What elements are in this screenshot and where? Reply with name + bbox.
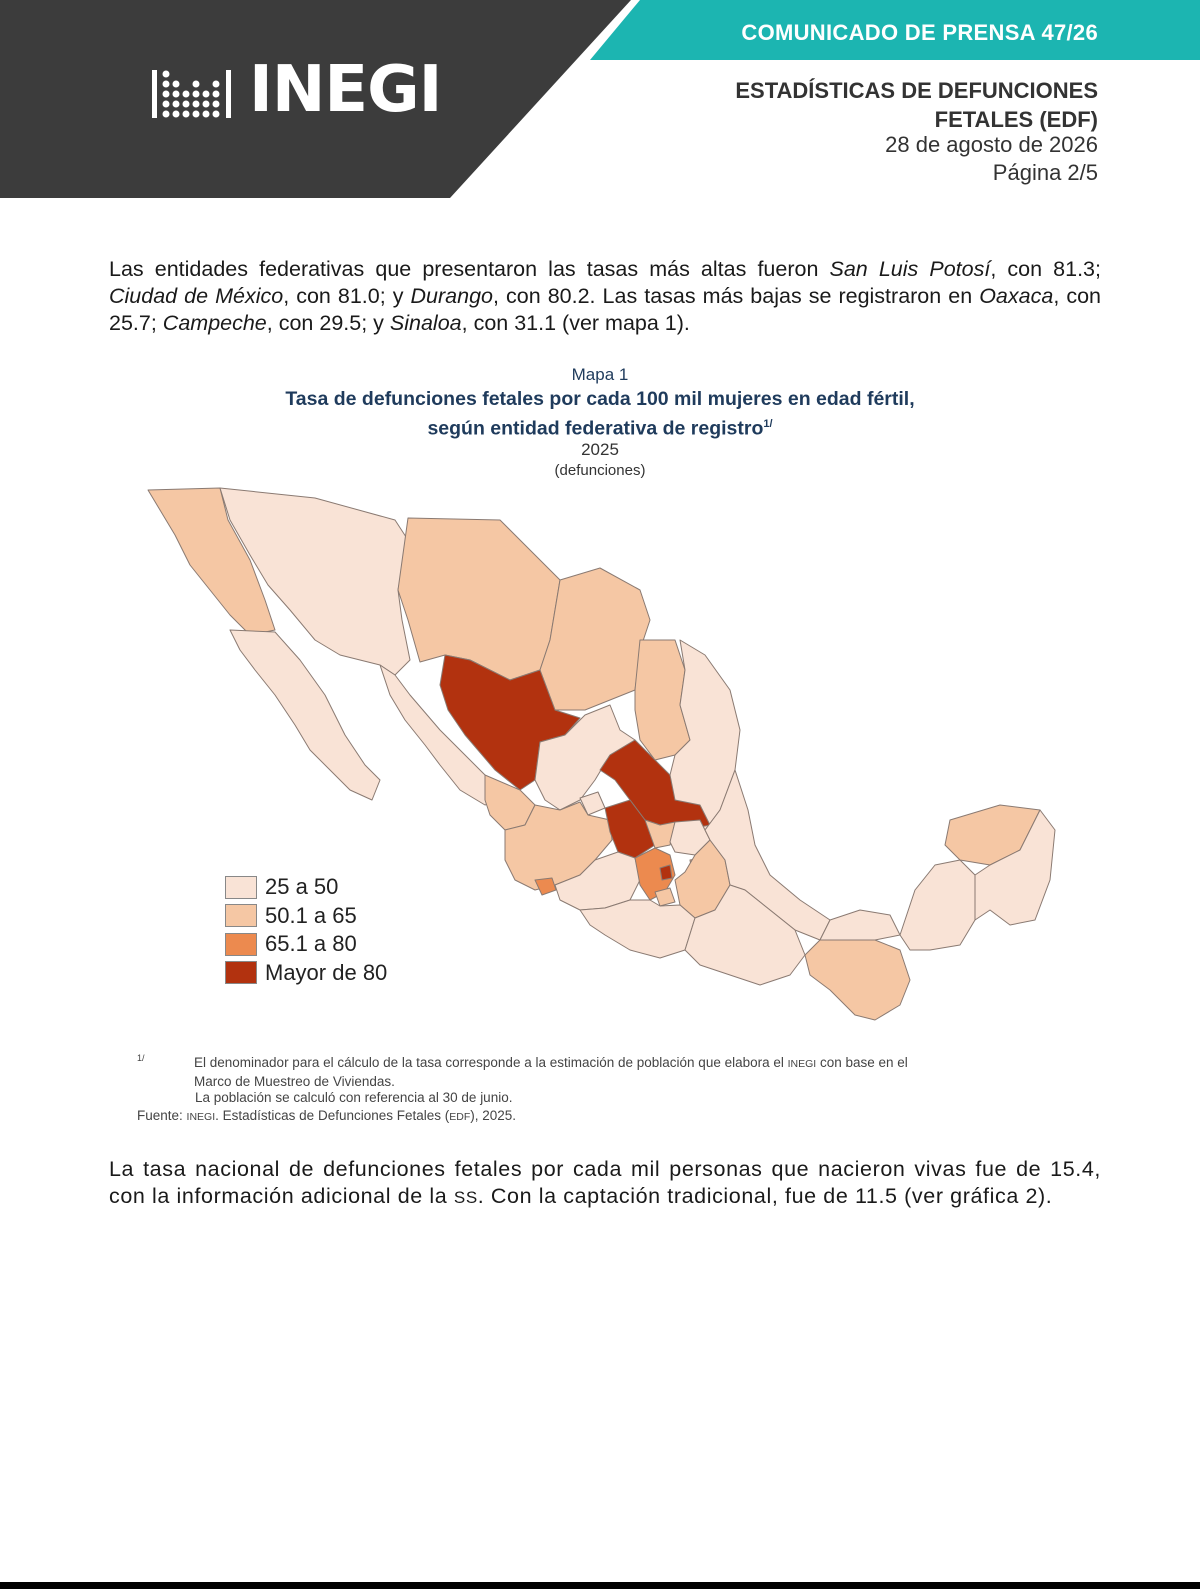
text-span: . Estadísticas de Defunciones Fetales ( <box>215 1108 450 1123</box>
page-number: Página 2/5 <box>992 160 1098 185</box>
map-region-morelos <box>655 888 675 906</box>
national-rate-paragraph <box>109 1156 1101 1211</box>
text-span: , con 81.0; y <box>283 284 411 308</box>
footnote-ref: 1/ <box>763 418 773 430</box>
legend-swatch <box>225 933 257 956</box>
text-span: , con 31.1 (ver mapa 1). <box>461 311 690 335</box>
map-title-line1: Tasa de defunciones fetales por cada 100 mil mujeres en edad fértil, <box>285 388 915 410</box>
acronym: SS <box>453 1188 478 1207</box>
inegi-logo-wordmark: INEGI <box>249 53 442 127</box>
footnote-marker: 1/ <box>137 1053 145 1063</box>
legend-label: 25 a 50 <box>265 874 339 900</box>
text-span: ), 2025. <box>470 1108 517 1123</box>
footnote-reference-date: La población se calculó con referencia al 30 de junio. <box>195 1090 513 1105</box>
text-span: , con 29.5; y <box>266 311 390 335</box>
legend-label: 65.1 a 80 <box>265 931 357 957</box>
map-unit: (defunciones) <box>554 462 646 479</box>
text-span: , con 80.2. Las tasas más bajas se registraron en <box>493 284 980 308</box>
press-release-label: COMUNICADO DE PRENSA 47/26 <box>741 20 1098 45</box>
map-title-line2 <box>0 412 1200 442</box>
legend-item <box>225 959 387 988</box>
text-span: , con 81.3; <box>990 257 1101 281</box>
map-region-ciudad-de-mexico <box>660 865 672 880</box>
document-title <box>598 76 1098 134</box>
legend-label: 50.1 a 65 <box>265 902 357 928</box>
legend-item <box>225 873 387 902</box>
inegi-logo-icon <box>152 70 234 120</box>
text-span: Marco de Muestreo de Viviendas. <box>194 1074 395 1089</box>
state-name: Campeche <box>162 311 267 335</box>
text-span: La tasa nacional de defunciones fetales por cada mil personas que nacieron vivas fue de 15.4, con la información adicional de la <box>109 1157 1101 1208</box>
text-span: con base en el <box>816 1055 908 1070</box>
text-span: . Con la captación tradicional, fue de 11.5 (ver gráfica 2). <box>477 1184 1053 1208</box>
acronym: EDF <box>449 1111 471 1123</box>
state-name: Oaxaca <box>979 284 1054 308</box>
state-name: San Luis Potosí <box>829 257 991 281</box>
source-note <box>137 1107 516 1126</box>
state-name: Ciudad de México <box>109 284 284 308</box>
map-legend <box>225 873 387 987</box>
state-name: Durango <box>410 284 494 308</box>
legend-swatch <box>225 876 257 899</box>
legend-item <box>225 930 387 959</box>
legend-swatch <box>225 904 257 927</box>
map-region-guerrero <box>580 900 695 958</box>
state-name: Sinaloa <box>389 311 462 335</box>
map-label: Mapa 1 <box>571 365 629 384</box>
legend-item <box>225 902 387 931</box>
text-span: , con 25.7; <box>109 284 1101 335</box>
map-region-chiapas <box>805 940 910 1020</box>
map-year: 2025 <box>581 440 619 459</box>
map-region-colima <box>535 878 556 895</box>
legend-label: Mayor de 80 <box>265 959 388 985</box>
footnote-text <box>194 1054 1064 1090</box>
intro-paragraph <box>109 256 1101 337</box>
acronym: INEGI <box>787 1058 817 1070</box>
bottom-edge-bar <box>0 1582 1200 1589</box>
source-label: Fuente: <box>137 1108 183 1123</box>
map-region-chihuahua <box>398 518 560 680</box>
map-region-campeche <box>900 860 975 950</box>
map-region-tabasco <box>820 910 900 940</box>
text-span: Las entidades federativas que presentaron las tasas más altas fueron <box>109 257 830 281</box>
document-title-line1: ESTADÍSTICAS DE DEFUNCIONES <box>735 78 1098 103</box>
map-title <box>0 387 1200 442</box>
acronym: INEGI <box>186 1111 216 1123</box>
map-title-text: según entidad federativa de registro <box>427 417 764 440</box>
document-date: 28 de agosto de 2026 <box>885 132 1098 157</box>
text-span: El denominador para el cálculo de la tasa corresponde a la estimación de población que elabora el <box>194 1055 788 1070</box>
legend-swatch <box>225 961 257 984</box>
document-title-line2: FETALES (EDF) <box>934 107 1098 132</box>
